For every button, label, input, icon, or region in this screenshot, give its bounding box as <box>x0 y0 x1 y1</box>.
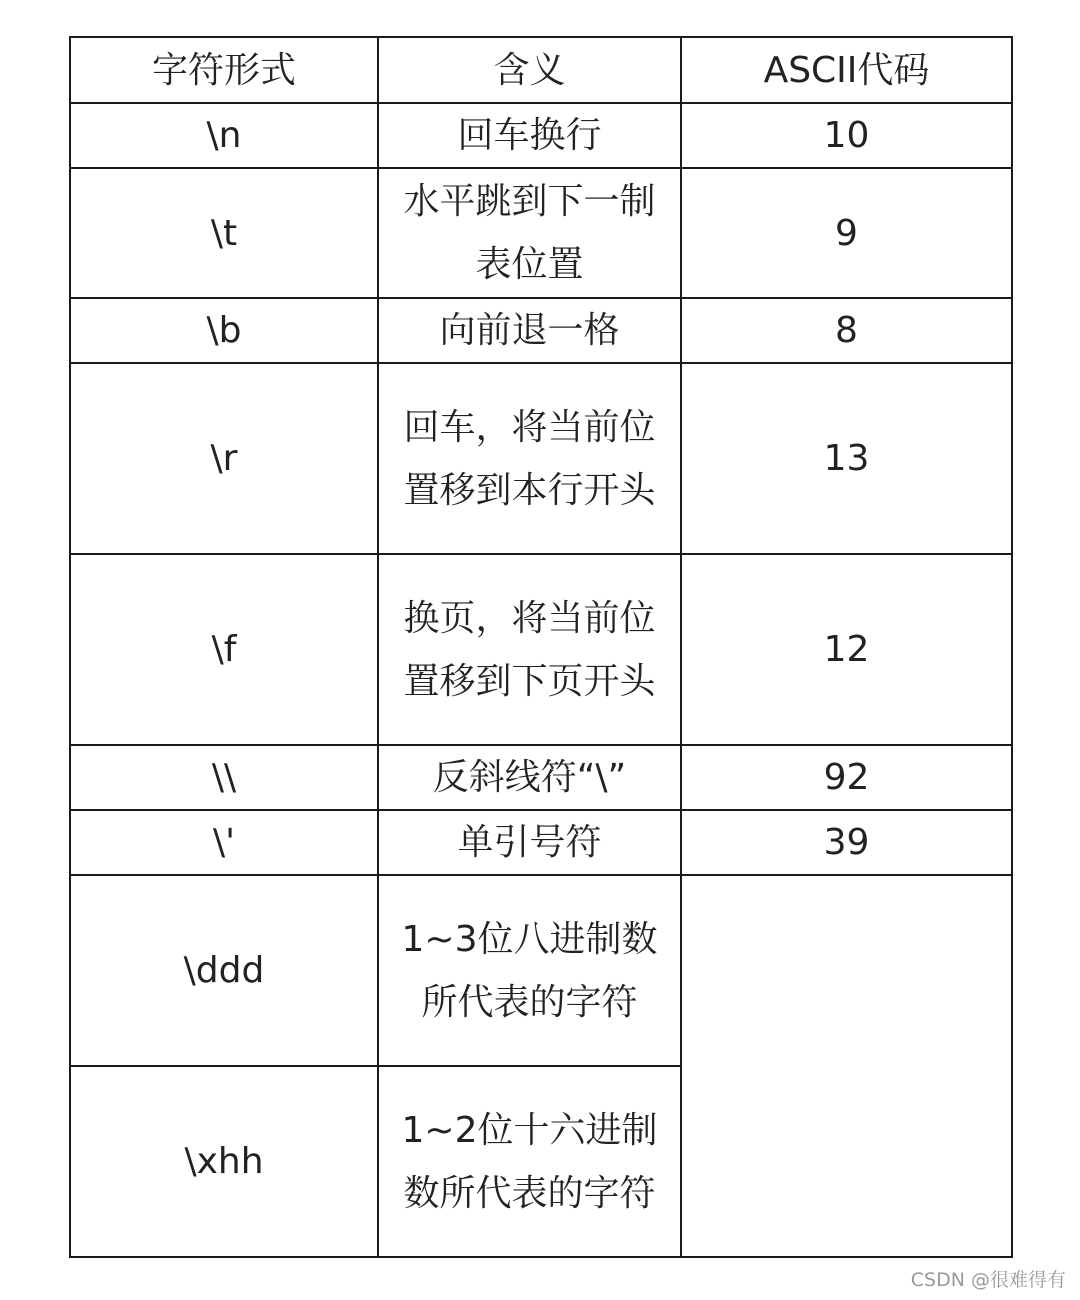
meaning-text: 向前退一格 <box>439 310 620 351</box>
watermark: CSDN @很难得有 <box>910 1269 1066 1291</box>
ascii-cell: 12 <box>681 554 1012 745</box>
form-cell: \' <box>70 810 378 875</box>
meaning-cell <box>378 168 681 298</box>
form-cell: \ddd <box>70 875 378 1066</box>
meaning-cell <box>378 875 681 1066</box>
table-row <box>70 554 1012 745</box>
table-row <box>70 298 1012 363</box>
form-cell: \t <box>70 168 378 298</box>
meaning-text: 回车换行 <box>457 115 602 156</box>
escape-sequence-table <box>69 36 1013 1258</box>
meaning-text: 反斜线符“\” <box>432 757 627 798</box>
meaning-cell <box>378 810 681 875</box>
form-cell: \f <box>70 554 378 745</box>
meaning-text: 换页，将当前位置移到下页开头 <box>403 597 656 702</box>
meaning-cell <box>378 363 681 554</box>
form-cell: \xhh <box>70 1066 378 1257</box>
table-header-row <box>70 37 1012 103</box>
header-meaning: 含义 <box>378 37 681 103</box>
ascii-cell: 8 <box>681 298 1012 363</box>
meaning-text: 回车，将当前位置移到本行开头 <box>403 406 656 511</box>
table-row <box>70 363 1012 554</box>
meaning-text: 水平跳到下一制表位置 <box>403 181 656 285</box>
meaning-text: 1~3位八进制数所代表的字符 <box>401 918 658 1023</box>
form-cell: \n <box>70 103 378 168</box>
meaning-cell <box>378 103 681 168</box>
form-cell: \b <box>70 298 378 363</box>
table-row <box>70 875 1012 1066</box>
meaning-text: 1~2位十六进制数所代表的字符 <box>401 1109 658 1214</box>
ascii-cell: 92 <box>681 745 1012 810</box>
table-row <box>70 745 1012 810</box>
meaning-cell <box>378 1066 681 1257</box>
table-row <box>70 810 1012 875</box>
header-form: 字符形式 <box>70 37 378 103</box>
ascii-cell-merged <box>681 875 1012 1257</box>
ascii-cell: 39 <box>681 810 1012 875</box>
ascii-cell: 9 <box>681 168 1012 298</box>
ascii-cell: 10 <box>681 103 1012 168</box>
table-row <box>70 168 1012 298</box>
meaning-text: 单引号符 <box>457 822 602 863</box>
form-cell: \r <box>70 363 378 554</box>
meaning-cell <box>378 298 681 363</box>
table-row <box>70 103 1012 168</box>
ascii-cell: 13 <box>681 363 1012 554</box>
meaning-cell <box>378 745 681 810</box>
form-cell: \\ <box>70 745 378 810</box>
header-ascii: ASCII代码 <box>681 37 1012 103</box>
meaning-cell <box>378 554 681 745</box>
